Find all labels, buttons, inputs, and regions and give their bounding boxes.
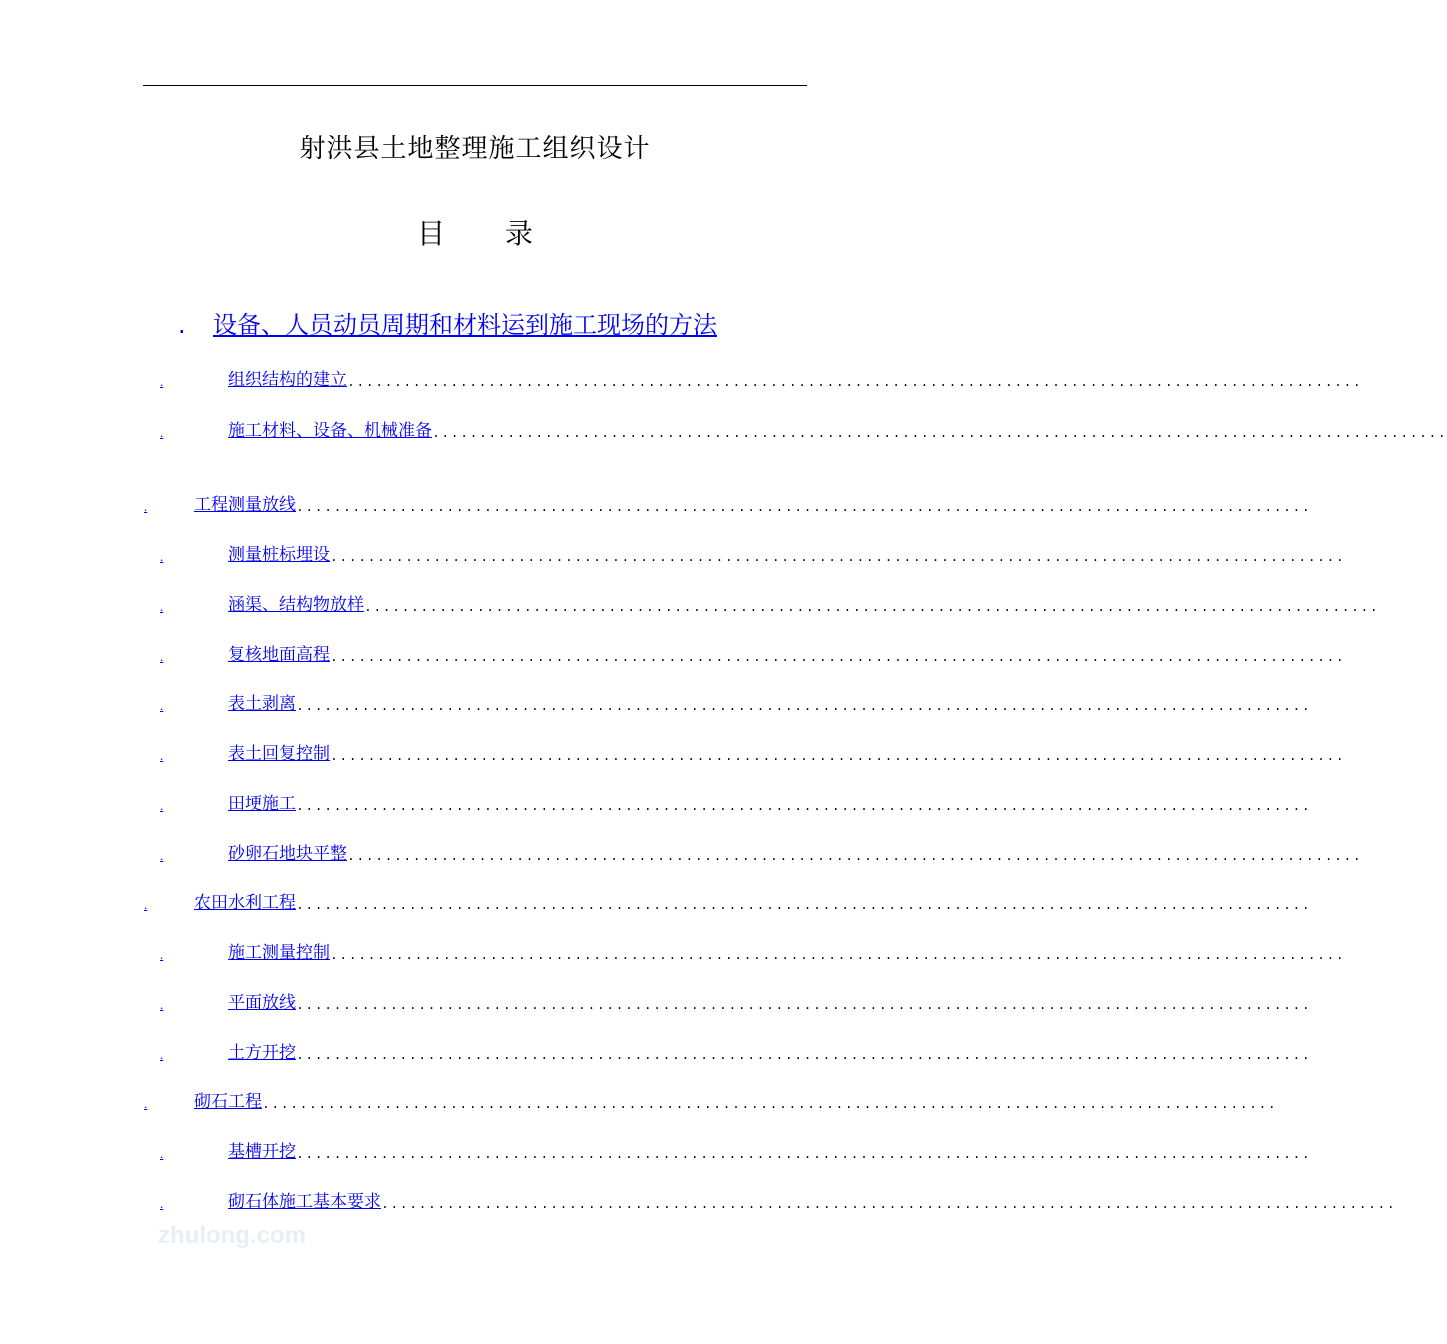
toc-entry[interactable]	[160, 742, 1346, 764]
toc-leader-dots: ............................................................................................................	[330, 650, 1346, 665]
toc-section-equipment-mobilization[interactable]	[178, 305, 717, 340]
toc-entry-label[interactable]: 田埂施工	[228, 794, 296, 814]
toc-leader-dots: ............................................................................................................	[296, 998, 1312, 1013]
toc-entry-label[interactable]: 工程测量放线	[194, 495, 296, 515]
toc-entry-number[interactable]: .	[160, 698, 164, 713]
toc-entry[interactable]	[160, 643, 1346, 665]
toc-section-number[interactable]: .	[178, 311, 186, 339]
toc-entry-label[interactable]: 砌石体施工基本要求	[228, 1192, 381, 1212]
toc-entry[interactable]	[160, 419, 1447, 441]
toc-leader-dots: ............................................................................................................	[330, 749, 1346, 764]
toc-entry-label[interactable]: 表土剥离	[228, 694, 296, 714]
toc-leader-dots: ............................................................................................................	[330, 550, 1346, 565]
toc-entry-number[interactable]: .	[160, 599, 164, 614]
toc-entry[interactable]	[160, 593, 1380, 615]
toc-heading-char-1: 目	[416, 217, 445, 250]
toc-entry[interactable]	[144, 493, 1312, 515]
toc-entry[interactable]	[160, 842, 1363, 864]
toc-leader-dots: ............................................................................................................	[432, 426, 1447, 441]
toc-entry[interactable]	[160, 991, 1312, 1013]
toc-entry-label[interactable]: 施工材料、设备、机械准备	[228, 421, 432, 441]
toc-entry-label[interactable]: 组织结构的建立	[228, 370, 347, 390]
toc-leader-dots: ............................................................................................................	[364, 600, 1380, 615]
toc-heading	[0, 212, 950, 252]
toc-entry-label[interactable]: 砌石工程	[194, 1092, 262, 1112]
toc-entry-label[interactable]: 复核地面高程	[228, 645, 330, 665]
toc-entry-number[interactable]: .	[160, 1047, 164, 1062]
toc-entry-number[interactable]: .	[160, 1196, 164, 1211]
toc-entry[interactable]	[160, 792, 1312, 814]
toc-entry-number[interactable]: .	[144, 499, 148, 514]
toc-entry-number[interactable]: .	[160, 848, 164, 863]
toc-heading-char-2: 录	[505, 217, 534, 250]
toc-section-label[interactable]: 设备、人员动员周期和材料运到施工现场的方法	[213, 311, 717, 339]
watermark: zhulong.com	[158, 1222, 306, 1249]
toc-leader-dots: ............................................................................................................	[296, 500, 1312, 515]
toc-entry-label[interactable]: 涵渠、结构物放样	[228, 595, 364, 615]
toc-entry[interactable]	[144, 891, 1312, 913]
toc-entry-label[interactable]: 基槽开挖	[228, 1142, 296, 1162]
toc-leader-dots: ............................................................................................................	[381, 1197, 1397, 1212]
toc-entry-number[interactable]: .	[160, 649, 164, 664]
toc-entry-number[interactable]: .	[160, 997, 164, 1012]
toc-entry[interactable]	[160, 1140, 1312, 1162]
toc-entry[interactable]	[160, 1190, 1397, 1212]
toc-entry-label[interactable]: 砂卵石地块平整	[228, 844, 347, 864]
toc-entry[interactable]	[144, 1090, 1278, 1112]
toc-entry-label[interactable]: 农田水利工程	[194, 893, 296, 913]
toc-entry-label[interactable]: 平面放线	[228, 993, 296, 1013]
toc-leader-dots: ............................................................................................................	[330, 948, 1346, 963]
toc-entry-number[interactable]: .	[160, 947, 164, 962]
toc-leader-dots: ............................................................................................................	[296, 699, 1312, 714]
toc-entry[interactable]	[160, 543, 1346, 565]
toc-entry-number[interactable]: .	[160, 798, 164, 813]
toc-leader-dots: ............................................................................................................	[296, 898, 1312, 913]
toc-entry-number[interactable]: .	[160, 425, 164, 440]
document-title: 射洪县土地整理施工组织设计	[299, 134, 651, 164]
toc-entry[interactable]	[160, 941, 1346, 963]
toc-leader-dots: ............................................................................................................	[347, 375, 1363, 390]
toc-leader-dots: ............................................................................................................	[262, 1097, 1278, 1112]
toc-entry[interactable]	[160, 692, 1312, 714]
toc-entry-number[interactable]: .	[160, 748, 164, 763]
toc-entry-label[interactable]: 土方开挖	[228, 1043, 296, 1063]
toc-entry-label[interactable]: 测量桩标埋设	[228, 545, 330, 565]
header-rule	[143, 85, 807, 86]
toc-leader-dots: ............................................................................................................	[296, 1147, 1312, 1162]
toc-entry-number[interactable]: .	[144, 897, 148, 912]
toc-entry-number[interactable]: .	[160, 549, 164, 564]
toc-leader-dots: ............................................................................................................	[347, 849, 1363, 864]
toc-leader-dots: ............................................................................................................	[296, 799, 1312, 814]
toc-entry[interactable]	[160, 368, 1363, 390]
toc-entry-label[interactable]: 表土回复控制	[228, 744, 330, 764]
toc-leader-dots: ............................................................................................................	[296, 1048, 1312, 1063]
toc-entry-number[interactable]: .	[160, 374, 164, 389]
toc-entry[interactable]	[160, 1041, 1312, 1063]
toc-entry-number[interactable]: .	[160, 1146, 164, 1161]
toc-entry-label[interactable]: 施工测量控制	[228, 943, 330, 963]
toc-entry-number[interactable]: .	[144, 1096, 148, 1111]
